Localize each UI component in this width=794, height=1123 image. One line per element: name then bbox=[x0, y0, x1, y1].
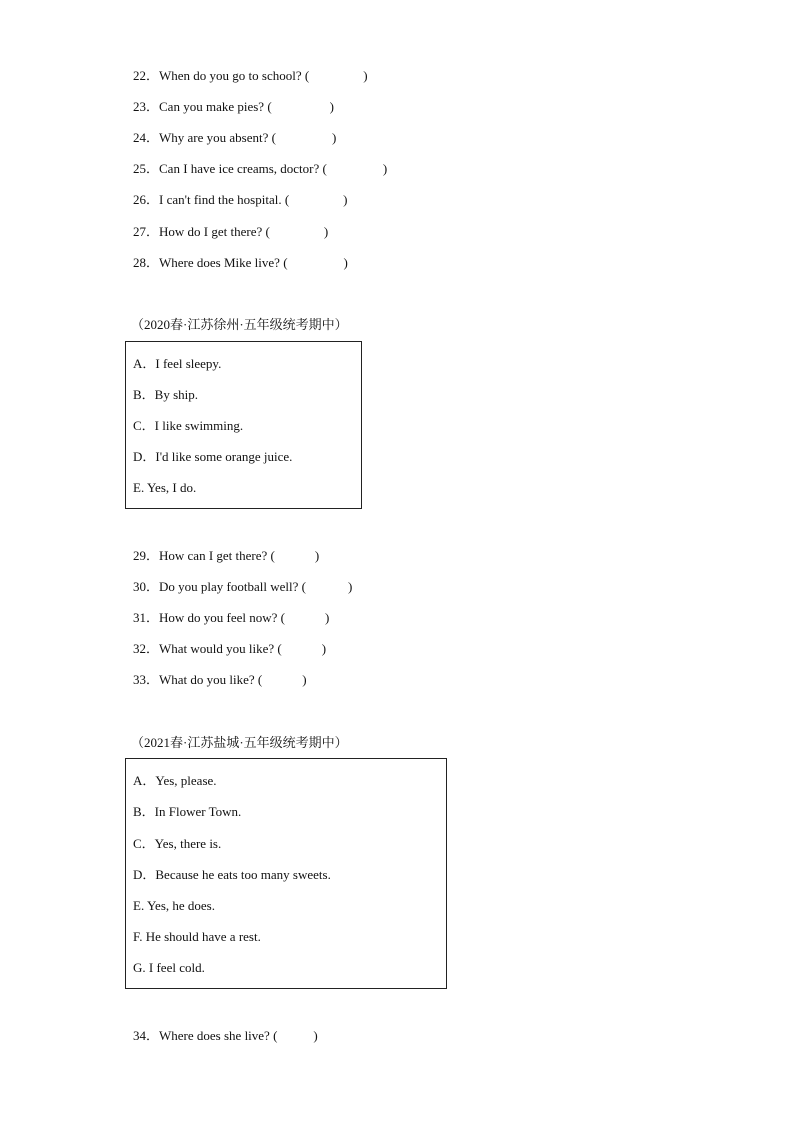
question-text: Do you play football well? ( bbox=[159, 579, 306, 594]
question-number: 27． bbox=[133, 224, 160, 239]
close-paren: ) bbox=[329, 99, 334, 114]
question-number: 22． bbox=[133, 68, 160, 83]
option-e: E. Yes, he does. bbox=[133, 898, 215, 913]
option-c: C．I like swimming. bbox=[133, 418, 244, 433]
question-number: 29． bbox=[133, 548, 160, 563]
question-text: What do you like? ( bbox=[159, 672, 263, 687]
question-33 bbox=[133, 672, 307, 688]
question-32 bbox=[133, 641, 326, 657]
question-24 bbox=[133, 130, 336, 146]
option-b: B．By ship. bbox=[133, 387, 199, 402]
source-label: （2021春·江苏盐城·五年级统考期中） bbox=[131, 735, 348, 750]
option-c: C．Yes, there is. bbox=[133, 836, 222, 851]
question-number: 28． bbox=[133, 255, 160, 270]
option-d: D．Because he eats too many sweets. bbox=[133, 867, 331, 882]
question-31 bbox=[133, 610, 329, 626]
close-paren: ) bbox=[347, 579, 353, 594]
options-box bbox=[125, 341, 362, 509]
option-d: D．I'd like some orange juice. bbox=[133, 449, 293, 464]
question-number: 30． bbox=[133, 579, 160, 594]
question-text: Why are you absent? ( bbox=[159, 130, 276, 145]
question-text: When do you go to school? ( bbox=[159, 68, 310, 83]
question-text: I can't find the hospital. ( bbox=[159, 192, 290, 207]
question-text: What would you like? ( bbox=[159, 641, 282, 656]
question-text: Where does she live? ( bbox=[159, 1028, 278, 1043]
close-paren: ) bbox=[343, 255, 348, 270]
question-number: 26． bbox=[133, 192, 160, 207]
question-number: 25． bbox=[133, 161, 160, 176]
option-g: G. I feel cold. bbox=[133, 960, 205, 975]
close-paren: ) bbox=[363, 68, 368, 83]
option-b: B．In Flower Town. bbox=[133, 804, 242, 819]
options-box bbox=[125, 758, 447, 989]
close-paren: ) bbox=[382, 161, 388, 176]
close-paren: ) bbox=[325, 610, 330, 625]
close-paren: ) bbox=[343, 192, 348, 207]
question-27 bbox=[133, 224, 328, 240]
question-number: 23． bbox=[133, 99, 160, 114]
question-number: 34． bbox=[133, 1028, 160, 1043]
question-30 bbox=[133, 579, 352, 595]
question-text: How do I get there? ( bbox=[159, 224, 270, 239]
question-25 bbox=[133, 161, 387, 177]
close-paren: ) bbox=[313, 1028, 318, 1043]
option-e: E. Yes, I do. bbox=[133, 480, 197, 495]
question-26 bbox=[133, 192, 348, 208]
question-text: Where does Mike live? ( bbox=[159, 255, 288, 270]
question-number: 31． bbox=[133, 610, 160, 625]
close-paren: ) bbox=[302, 672, 307, 687]
option-a: A．I feel sleepy. bbox=[133, 356, 222, 371]
option-a: A．Yes, please. bbox=[133, 773, 217, 788]
question-28 bbox=[133, 255, 348, 271]
close-paren: ) bbox=[323, 224, 329, 239]
question-text: How do you feel now? ( bbox=[159, 610, 286, 625]
close-paren: ) bbox=[314, 548, 320, 563]
question-number: 33． bbox=[133, 672, 160, 687]
question-22 bbox=[133, 68, 368, 84]
close-paren: ) bbox=[331, 130, 337, 145]
question-23 bbox=[133, 99, 334, 115]
question-text: Can I have ice creams, doctor? ( bbox=[159, 161, 327, 176]
question-text: How can I get there? ( bbox=[159, 548, 275, 563]
question-34 bbox=[133, 1028, 318, 1044]
source-label: （2020春·江苏徐州·五年级统考期中） bbox=[131, 317, 348, 332]
option-f: F. He should have a rest. bbox=[133, 929, 261, 944]
close-paren: ) bbox=[321, 641, 327, 656]
question-29 bbox=[133, 548, 319, 564]
question-number: 24． bbox=[133, 130, 160, 145]
question-text: Can you make pies? ( bbox=[159, 99, 272, 114]
question-number: 32． bbox=[133, 641, 160, 656]
